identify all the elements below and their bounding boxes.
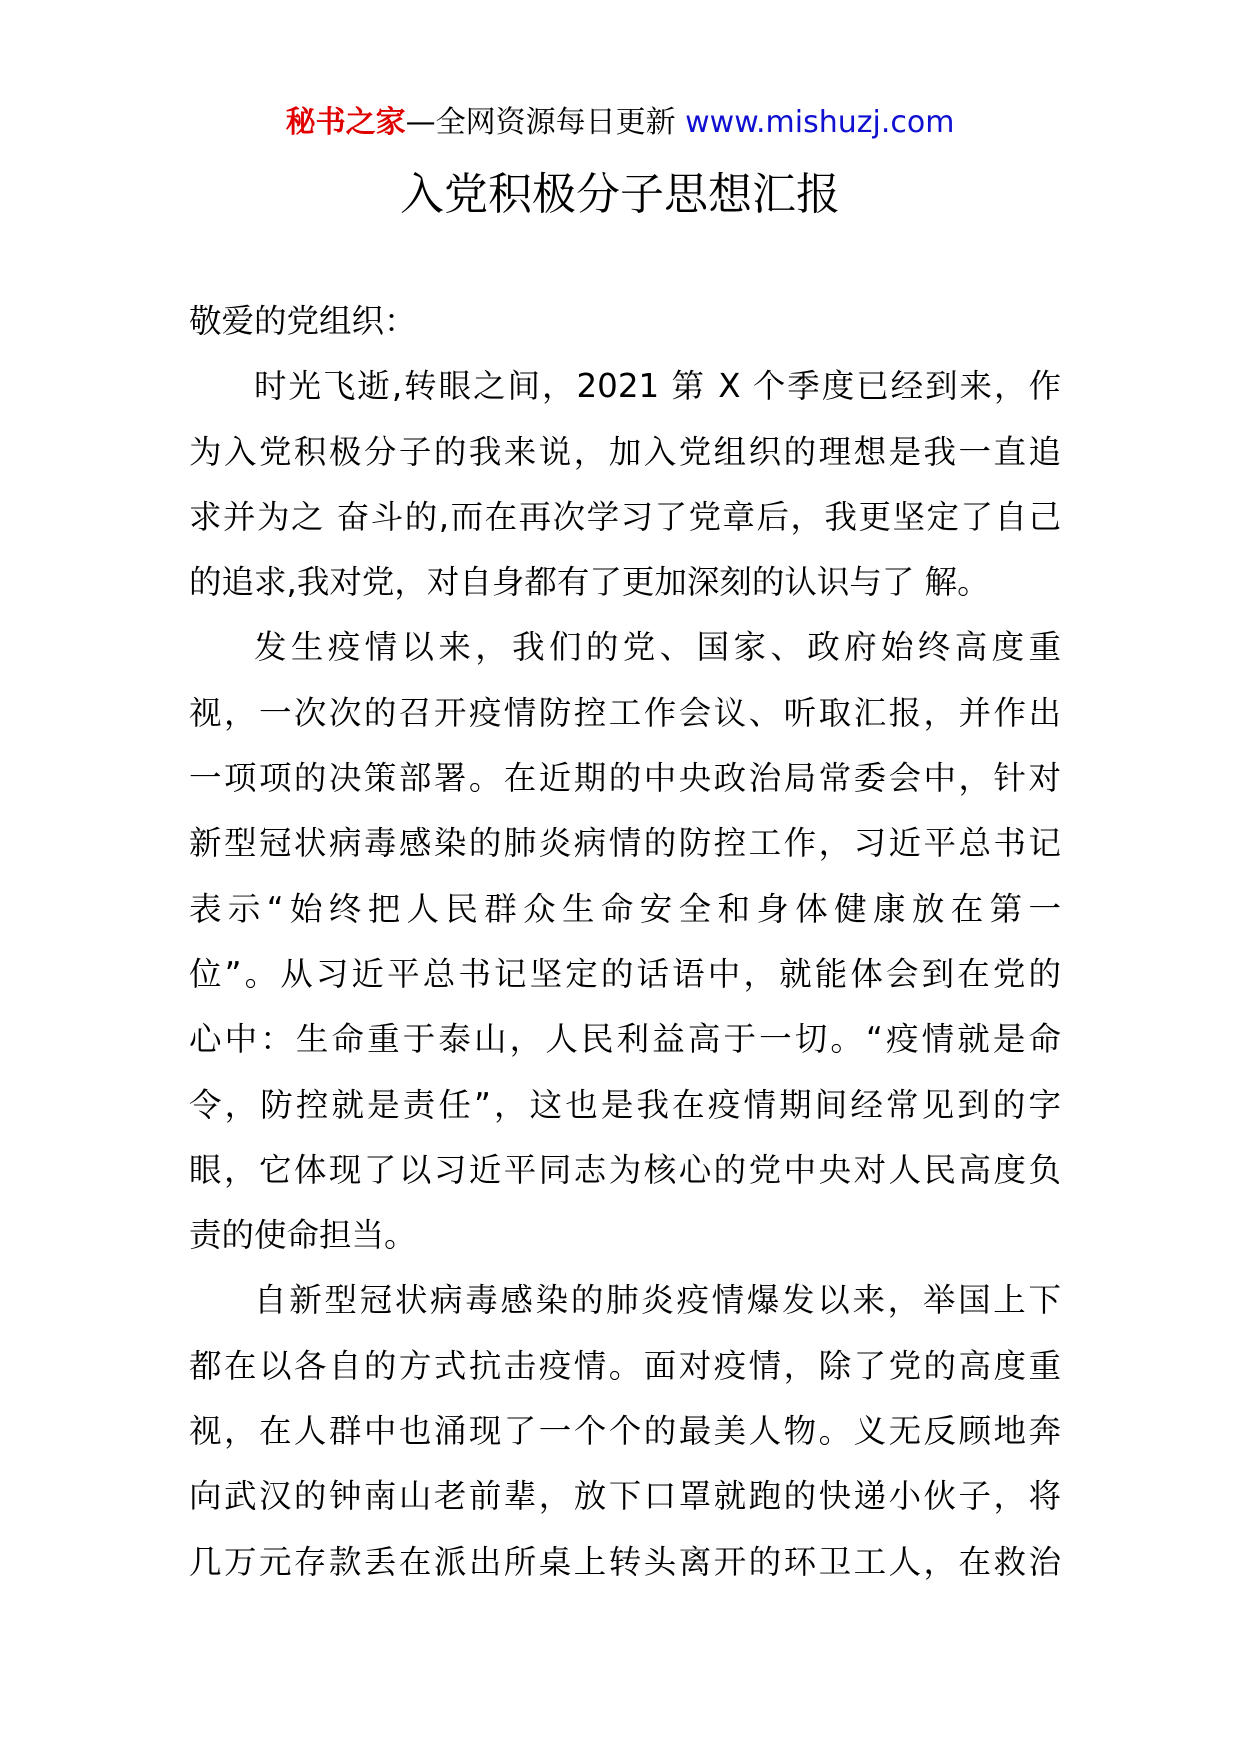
- paragraph-line: 自新型冠状病毒感染的肺炎疫情爆发以来，举国上下: [254, 1281, 1061, 1320]
- document-body: [189, 289, 1061, 1595]
- paragraph-line: 心中：生命重于泰山，人民利益高于一切。“疫情就是命: [189, 1020, 1061, 1059]
- site-tagline: —全网资源每日更新: [405, 105, 686, 140]
- paragraph-line: 位”。从习近平总书记坚定的话语中，就能体会到在党的: [189, 954, 1061, 993]
- paragraph-line: 眼，它体现了以习近平同志为核心的党中央对人民高度负: [189, 1150, 1061, 1189]
- paragraph-line: 表示“始终把人民群众生命安全和身体健康放在第一: [189, 889, 1061, 928]
- paragraph-line: 求并为之 奋斗的,而在再次学习了党章后，我更坚定了自己: [189, 497, 1061, 536]
- paragraph-line: 几万元存款丢在派出所桌上转头离开的环卫工人，在救治: [189, 1542, 1061, 1581]
- paragraph-line: 视，在人群中也涌现了一个个的最美人物。义无反顾地奔: [189, 1412, 1061, 1451]
- paragraph-line: 时光飞逝,转眼之间，2021 第 X 个季度已经到来，作: [254, 367, 1061, 406]
- paragraph-line: 责的使命担当。: [189, 1216, 417, 1255]
- paragraph-line: 新型冠状病毒感染的肺炎病情的防控工作，习近平总书记: [189, 824, 1061, 863]
- paragraph-line: 向武汉的钟南山老前辈，放下口罩就跑的快递小伙子，将: [189, 1477, 1061, 1516]
- paragraph-line: 的追求,我对党，对自身都有了更加深刻的认识与了 解。: [189, 563, 990, 602]
- paragraph-line: 令，防控就是责任”，这也是我在疫情期间经常见到的字: [189, 1085, 1061, 1124]
- site-header: [0, 100, 1240, 146]
- paragraph-line: 发生疫情以来，我们的党、国家、政府始终高度重: [254, 628, 1061, 667]
- paragraph-line: 为入党积极分子的我来说，加入党组织的理想是我一直追: [189, 432, 1061, 471]
- salutation: 敬爱的党组织：: [189, 302, 417, 340]
- document-title: 入党积极分子思想汇报: [400, 169, 840, 220]
- paragraph-line: 视，一次次的召开疫情防控工作会议、听取汇报，并作出: [189, 693, 1061, 732]
- site-brand: 秘书之家: [285, 105, 406, 140]
- site-url-link[interactable]: www.mishuzj.com: [685, 105, 955, 140]
- paragraph-line: 都在以各自的方式抗击疫情。面对疫情，除了党的高度重: [189, 1346, 1061, 1385]
- paragraph-line: 一项项的决策部署。在近期的中央政治局常委会中，针对: [189, 759, 1061, 798]
